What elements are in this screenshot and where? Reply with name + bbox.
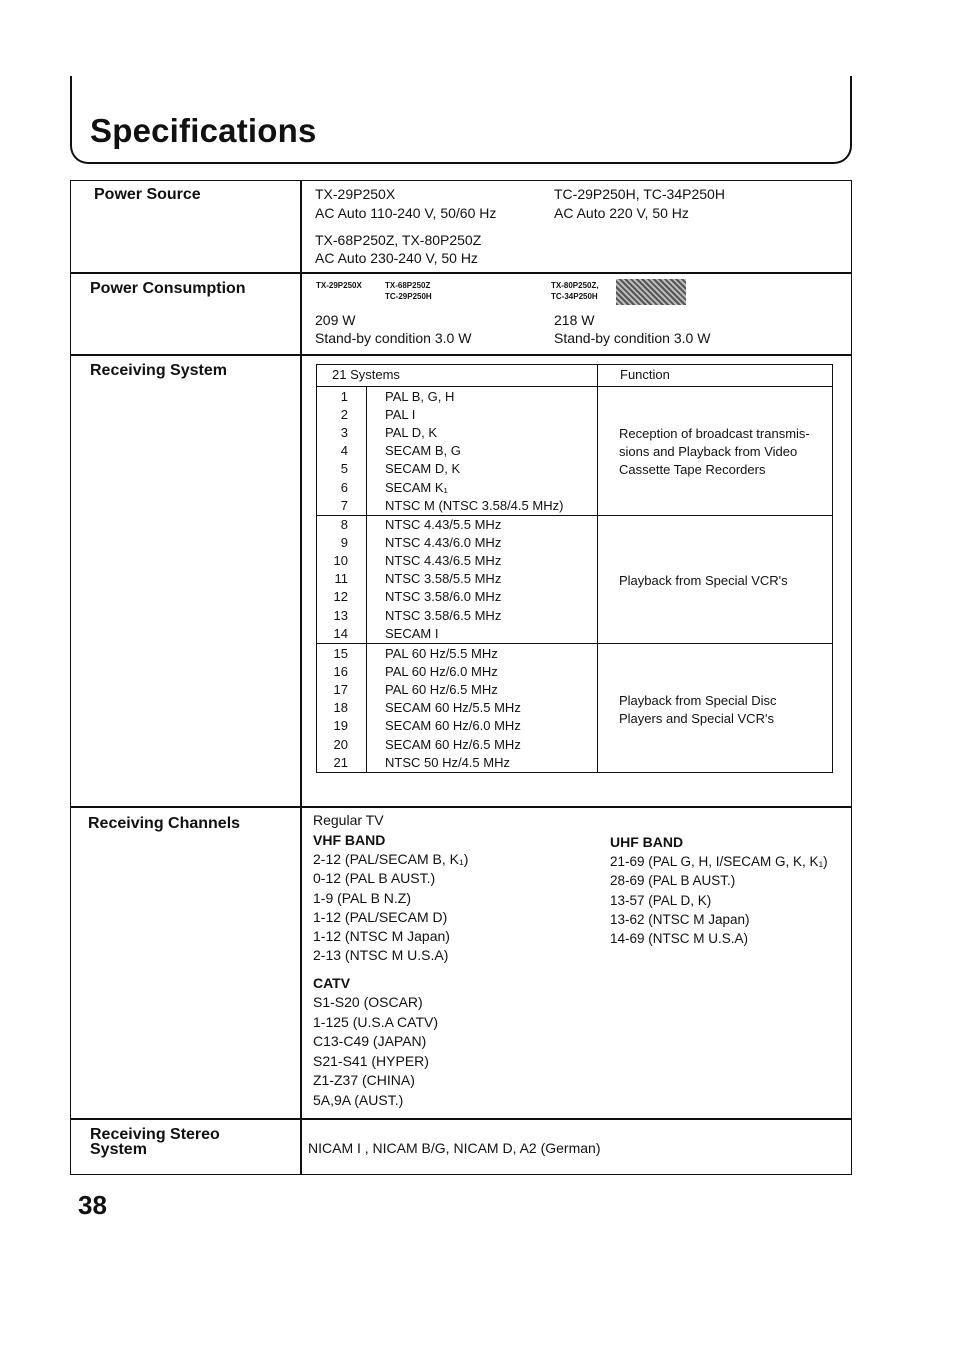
system-name: SECAM 60 Hz/5.5 MHz xyxy=(385,700,521,716)
spec-column-divider xyxy=(300,180,302,1175)
systems-header: 21 Systems xyxy=(332,367,400,382)
channel-item: 13-57 (PAL D, K) xyxy=(610,892,712,908)
catv-title: CATV xyxy=(313,975,351,991)
channel-item: 13-62 (NTSC M Japan) xyxy=(610,911,750,927)
row-divider xyxy=(70,354,852,356)
channel-item: 5A,9A (AUST.) xyxy=(313,1091,404,1108)
uhf-title: UHF BAND xyxy=(610,834,684,850)
power-source-spec-b: AC Auto 220 V, 50 Hz xyxy=(554,205,689,221)
function-2 xyxy=(619,572,788,590)
system-name: PAL I xyxy=(385,407,416,423)
channel-item: 2-13 (NTSC M U.S.A) xyxy=(313,947,449,964)
regular-tv-label: Regular TV xyxy=(313,812,384,828)
channel-item: S1-S20 (OSCAR) xyxy=(313,994,423,1010)
system-number: 2 xyxy=(340,407,348,423)
channel-item: S21-S41 (HYPER) xyxy=(313,1052,429,1069)
power-model-a3: TC-29P250H xyxy=(385,292,432,301)
system-number: 5 xyxy=(340,461,348,477)
system-name: PAL D, K xyxy=(385,425,438,441)
system-name: SECAM I xyxy=(385,625,439,641)
function-1 xyxy=(619,425,810,479)
system-name: SECAM 60 Hz/6.5 MHz xyxy=(385,736,521,752)
row-divider xyxy=(70,272,852,274)
uhf-list xyxy=(610,852,828,948)
channel-item: C13-C49 (JAPAN) xyxy=(313,1033,427,1049)
function-line: Playback from Special Disc xyxy=(619,693,777,708)
function-line: Playback from Special VCR's xyxy=(619,573,788,588)
system-name: NTSC 3.58/6.0 MHz xyxy=(385,589,502,605)
system-name: SECAM K₁ xyxy=(385,479,448,495)
channel-item: 1-12 (PAL/SECAM D) xyxy=(313,908,448,925)
channel-item: 28-69 (PAL B AUST.) xyxy=(610,873,736,889)
system-name: NTSC 4.43/6.5 MHz xyxy=(385,553,502,569)
channel-item: Z1-Z37 (CHINA) xyxy=(313,1072,415,1088)
system-name: PAL B, G, H xyxy=(385,389,455,404)
stereo-label-line: System xyxy=(90,1141,147,1158)
system-name: NTSC M (NTSC 3.58/4.5 MHz) xyxy=(385,497,564,513)
system-name: SECAM 60 Hz/6.0 MHz xyxy=(385,718,521,734)
system-name: NTSC 4.43/5.5 MHz xyxy=(385,517,502,532)
system-number: 6 xyxy=(340,479,348,495)
system-number: 20 xyxy=(333,736,348,752)
system-name: NTSC 3.58/5.5 MHz xyxy=(385,571,502,587)
system-name: SECAM B, G xyxy=(385,443,461,459)
row-divider xyxy=(70,1118,852,1120)
system-number: 8 xyxy=(340,517,348,532)
system-number: 18 xyxy=(333,700,348,716)
power-source-model-b: TC-29P250H, TC-34P250H xyxy=(554,186,725,202)
function-line: sions and Playback from Video xyxy=(619,444,798,459)
system-name: PAL 60 Hz/5.5 MHz xyxy=(385,646,498,661)
system-number: 14 xyxy=(333,625,348,641)
power-source-model-c: TX-68P250Z, TX-80P250Z xyxy=(315,232,482,248)
power-source-label: Power Source xyxy=(94,186,201,203)
power-model-a1: TX-29P250X xyxy=(316,281,362,290)
system-number: 4 xyxy=(340,443,348,459)
power-source-model-a: TX-29P250X xyxy=(315,186,396,202)
function-line: Cassette Tape Recorders xyxy=(619,462,766,477)
power-source-spec-a: AC Auto 110-240 V, 50/60 Hz xyxy=(315,205,497,221)
systems-group-divider xyxy=(316,643,833,644)
system-number: 17 xyxy=(333,682,348,698)
function-line: Players and Special VCR's xyxy=(619,711,774,726)
power-source-spec-c: AC Auto 230-240 V, 50 Hz xyxy=(315,250,478,266)
systems-col-divider xyxy=(366,386,367,772)
receiving-stereo-label xyxy=(90,1127,220,1157)
power-consumption-label: Power Consumption xyxy=(90,280,246,297)
system-name: PAL 60 Hz/6.0 MHz xyxy=(385,664,498,680)
channel-item: 2-12 (PAL/SECAM B, K₁) xyxy=(313,851,469,867)
system-name: NTSC 50 Hz/4.5 MHz xyxy=(385,754,510,770)
system-number: 12 xyxy=(333,589,348,605)
power-watts-b: 218 W xyxy=(554,312,595,328)
system-name: PAL 60 Hz/6.5 MHz xyxy=(385,682,498,698)
channel-item: 14-69 (NTSC M U.S.A) xyxy=(610,931,749,947)
scan-smudge xyxy=(616,279,686,305)
receiving-system-label: Receiving System xyxy=(90,362,227,379)
system-name: NTSC 3.58/6.5 MHz xyxy=(385,607,502,623)
system-number: 15 xyxy=(333,646,348,661)
function-3 xyxy=(619,692,777,728)
system-number: 3 xyxy=(340,425,348,441)
system-number: 16 xyxy=(333,664,348,680)
power-standby-a: Stand-by condition 3.0 W xyxy=(315,330,472,346)
system-name: SECAM D, K xyxy=(385,461,461,477)
system-number: 19 xyxy=(333,718,348,734)
row-divider xyxy=(70,806,852,808)
power-standby-b: Stand-by condition 3.0 W xyxy=(554,330,711,346)
systems-header-divider xyxy=(316,386,833,387)
receiving-channels-label: Receiving Channels xyxy=(88,815,241,832)
stereo-label-line: Receiving Stereo xyxy=(90,1126,220,1143)
channel-item: 1-9 (PAL B N.Z) xyxy=(313,889,412,906)
vhf-list xyxy=(313,850,468,966)
system-number: 9 xyxy=(340,535,348,551)
system-number: 11 xyxy=(334,571,348,587)
systems-col-divider xyxy=(597,364,598,772)
power-watts-a: 209 W xyxy=(315,312,356,328)
system-number: 21 xyxy=(333,754,348,770)
vhf-title: VHF BAND xyxy=(313,832,386,848)
channel-item: 1-12 (NTSC M Japan) xyxy=(313,928,450,945)
page-number: 38 xyxy=(78,1190,107,1220)
function-header: Function xyxy=(620,367,670,382)
catv-list xyxy=(313,993,438,1110)
system-name: NTSC 4.43/6.0 MHz xyxy=(385,535,502,551)
power-model-b2: TC-34P250H xyxy=(551,292,598,301)
channel-item: 1-125 (U.S.A CATV) xyxy=(313,1013,439,1030)
system-number: 1 xyxy=(340,389,348,404)
system-number: 13 xyxy=(333,607,348,623)
channel-item: 21-69 (PAL G, H, I/SECAM G, K, K₁) xyxy=(610,854,828,869)
system-number: 10 xyxy=(333,553,348,569)
system-number: 7 xyxy=(340,497,348,513)
power-model-b1: TX-80P250Z, xyxy=(551,281,599,290)
stereo-value: NICAM I , NICAM B/G, NICAM D, A2 (German) xyxy=(308,1140,601,1156)
channel-item: 0-12 (PAL B AUST.) xyxy=(313,870,436,887)
page-title: Specifications xyxy=(90,112,317,149)
function-line: Reception of broadcast transmis- xyxy=(619,426,810,441)
power-model-a2: TX-68P250Z xyxy=(385,281,431,290)
